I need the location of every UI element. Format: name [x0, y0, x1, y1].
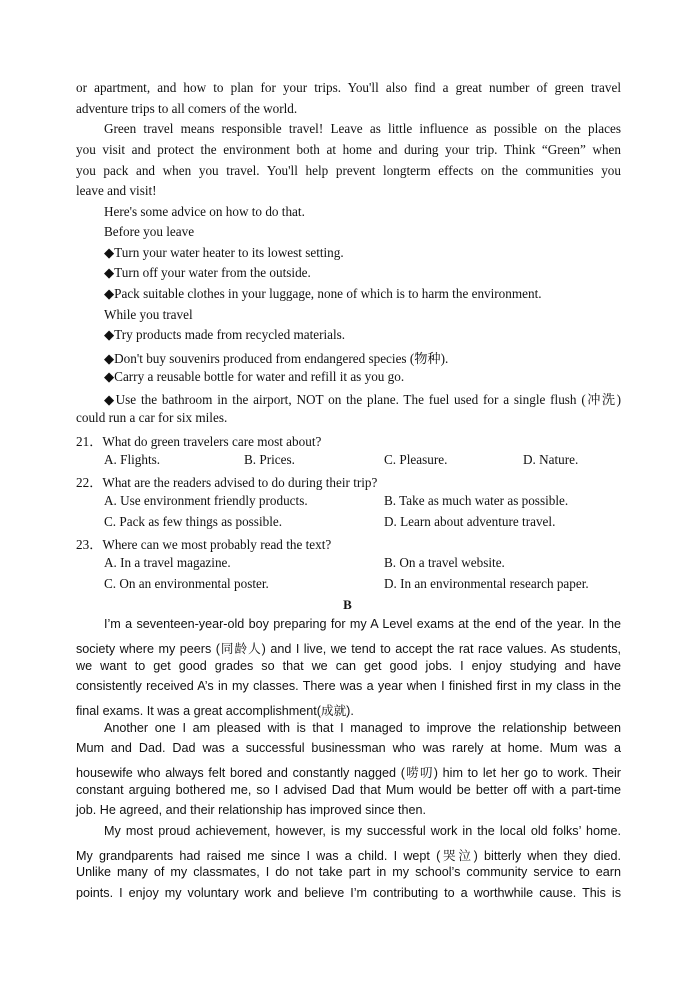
- passage-b-line-6: Another one I am pleased with is that I managed to improve the relationship between: [104, 721, 621, 735]
- passage-b-line-3: we want to get good grades so that we can get good jobs. I enjoy studying and have: [76, 659, 621, 673]
- question-23-option-d: D. In an environmental research paper.: [384, 576, 589, 591]
- question-21-option-c: C. Pleasure.: [384, 452, 448, 467]
- advice-item-4: ◆Try products made from recycled materials.: [104, 327, 346, 342]
- passage-b-line-9: constant arguing bothered me, so I advised Dad that Mum would be better off with a part-time: [76, 783, 621, 797]
- advice-item-1: ◆Turn your water heater to its lowest setting.: [104, 245, 344, 260]
- passage-b-line-1: I’m a seventeen-year-old boy preparing for my A Level exams at the end of the year. In the: [104, 617, 621, 631]
- passage-a-line-7: Here's some advice on how to do that.: [104, 204, 305, 219]
- question-22-option-d: D. Learn about adventure travel.: [384, 514, 556, 529]
- advice-item-5: ◆Don't buy souvenirs produced from endangered species (物种).: [104, 351, 449, 366]
- question-22-option-b: B. Take as much water as possible.: [384, 493, 569, 508]
- question-23-option-b: B. On a travel website.: [384, 555, 505, 570]
- question-21-option-a: A. Flights.: [104, 452, 161, 467]
- advice-item-7: ◆Use the bathroom in the airport, NOT on the plane. The fuel used for a single flush (冲洗): [104, 392, 621, 407]
- passage-a-line-2: adventure trips to all comers of the world.: [76, 101, 298, 116]
- question-21-option-b: B. Prices.: [244, 452, 295, 467]
- question-22-option-a: A. Use environment friendly products.: [104, 493, 308, 508]
- passage-b-line-10: job. He agreed, and their relationship has improved since then.: [76, 803, 427, 817]
- passage-a-line-4: you visit and protect the environment both at home and during your trip. Think “Green” when: [76, 142, 621, 157]
- passage-b-line-12: My grandparents had raised me since I was a child. I wept (哭泣) bitterly when they died.: [76, 849, 621, 863]
- advice-item-3: ◆Pack suitable clothes in your luggage, none of which is to harm the environment.: [104, 286, 542, 301]
- passage-a-line-5: you pack and when you travel. You'll help prevent longterm effects on the communities you: [76, 163, 621, 178]
- passage-b-line-5: final exams. It was a great accomplishment(成就).: [76, 704, 354, 718]
- passage-b-line-8: housewife who always felt bored and constantly nagged (唠叨) him to let her go to work. Their: [76, 766, 621, 780]
- passage-b-line-7: Mum and Dad. Dad was a successful businessman who was rarely at home. Mum was a: [76, 741, 621, 755]
- question-21-option-d: D. Nature.: [523, 452, 579, 467]
- advice-item-2: ◆Turn off your water from the outside.: [104, 265, 311, 280]
- question-23-stem: 23．Where can we most probably read the text?: [76, 537, 332, 552]
- question-22-stem: 22．What are the readers advised to do during their trip?: [76, 475, 378, 490]
- passage-a-line-1: or apartment, and how to plan for your trips. You'll also find a great number of green travel: [76, 80, 621, 95]
- passage-a-line-6: leave and visit!: [76, 183, 157, 198]
- passage-b-line-11: My most proud achievement, however, is my successful work in the local old folks’ home.: [104, 824, 621, 838]
- section-b-heading: B: [343, 597, 352, 612]
- passage-b-line-4: consistently received A’s in my classes. There was a year when I finished first in my class in the: [76, 679, 621, 693]
- advice-item-6: ◆Carry a reusable bottle for water and refill it as you go.: [104, 369, 405, 384]
- passage-a-subheading-while: While you travel: [104, 307, 193, 322]
- passage-a-subheading-before: Before you leave: [104, 224, 195, 239]
- passage-a-line-3: Green travel means responsible travel! Leave as little influence as possible on the places: [104, 121, 621, 136]
- question-22-option-c: C. Pack as few things as possible.: [104, 514, 283, 529]
- passage-b-line-14: points. I enjoy my voluntary work and believe I’m contributing to a worthwhile cause. This is: [76, 886, 621, 900]
- question-23-option-a: A. In a travel magazine.: [104, 555, 231, 570]
- passage-b-line-13: Unlike many of my classmates, I do not take part in my school’s community service to earn: [76, 865, 621, 879]
- passage-b-line-2: society where my peers (同龄人) and I live, we tend to accept the rat race values. As students,: [76, 642, 621, 656]
- question-23-option-c: C. On an environmental poster.: [104, 576, 269, 591]
- passage-a-line-17: could run a car for six miles.: [76, 410, 228, 425]
- question-21-stem: 21．What do green travelers care most about?: [76, 434, 322, 449]
